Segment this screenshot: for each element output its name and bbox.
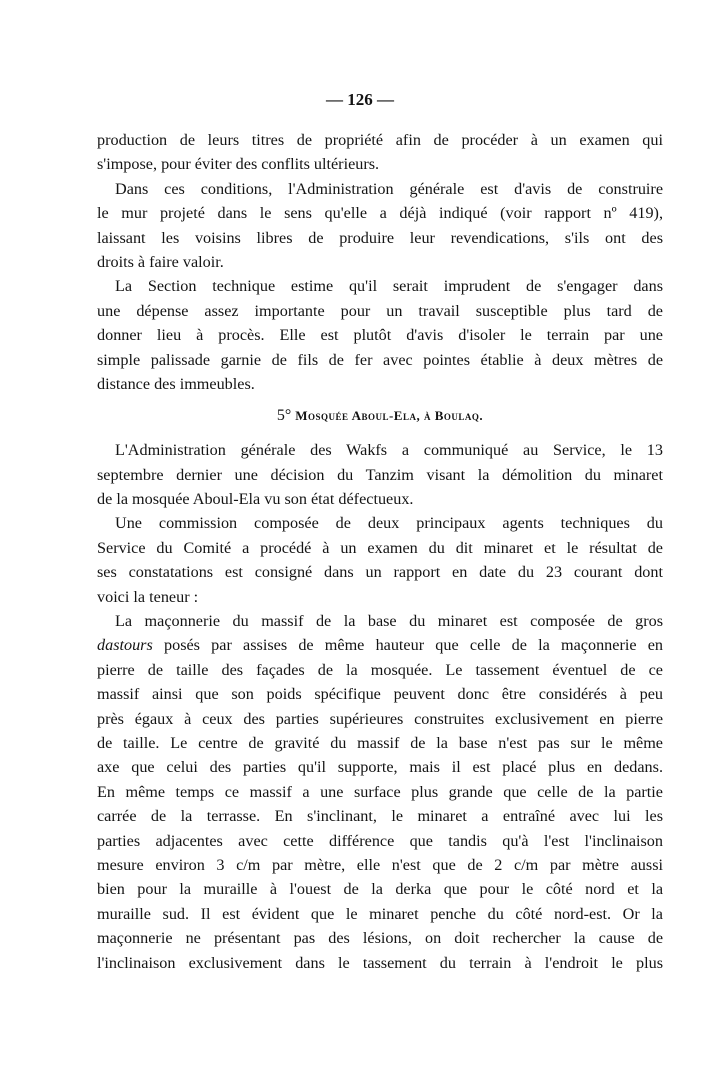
text-line: massif ainsi que son poids spécifique peuvent donc être considérés à peu: [97, 685, 663, 704]
text-line: donner lieu à procès. Elle est plutôt d'avis d'isoler le terrain par une: [97, 326, 663, 345]
text-line: pierre de taille des façades de la mosquée. Le tassement éventuel de ce: [97, 660, 663, 679]
text-line: de la mosquée Aboul-Ela vu son état défectueux.: [97, 490, 414, 509]
text-line: s'impose, pour éviter des conflits ultérieurs.: [97, 155, 380, 174]
section-number: 5°: [276, 407, 292, 425]
text-line: le mur projeté dans le sens qu'elle a déjà indiqué (voir rapport nº 419),: [97, 204, 663, 223]
text-line: muraille sud. Il est évident que le minaret penche du côté nord-est. Or la: [97, 904, 663, 923]
text-line: de taille. Le centre de gravité du massif de la base n'est pas sur le même: [97, 733, 663, 752]
text-line: En même temps ce massif a une surface plus grande que celle de la partie: [97, 782, 663, 801]
text-line: axe que celui des parties qu'il supporte, mais il est placé plus en dedans.: [97, 758, 663, 777]
section-title: Mosquée Aboul-Ela, à Boulaq.: [295, 408, 484, 424]
text-line: simple palissade garnie de fils de fer avec pointes établie à deux mètres de: [97, 350, 663, 369]
text-line: droits à faire valoir.: [97, 252, 224, 271]
text-line: carrée de la terrasse. En s'inclinant, le minaret a entraîné avec lui les: [97, 807, 663, 826]
text-line: distance des immeubles.: [97, 374, 255, 393]
text-line: production de leurs titres de propriété afin de procéder à un examen qui: [97, 131, 663, 149]
text-line: voici la teneur :: [97, 587, 199, 606]
text-line: La maçonnerie du massif de la base du minaret est composée de gros: [115, 612, 663, 631]
text-line: parties adjacentes avec cette différence que tandis qu'à l'est l'inclinaison: [97, 831, 663, 850]
text-span: posés par assises de même hauteur que celle de la maçonnerie en: [164, 636, 663, 655]
section-heading: [97, 396, 663, 428]
text-line: [97, 633, 663, 657]
text-line: près égaux à ceux des parties supérieures construites exclusivement en pierre: [97, 709, 663, 728]
text-line: L'Administration générale des Wakfs a communiqué au Service, le 13: [115, 441, 663, 460]
italic-term: dastours: [97, 636, 153, 655]
text-line: une dépense assez importante pour un travail susceptible plus tard de: [97, 301, 663, 320]
text-line: ses constatations est consigné dans un rapport en date du 23 courant dont: [97, 563, 663, 582]
body-text: [97, 128, 663, 975]
text-line: Service du Comité a procédé à un examen du dit minaret et le résultat de: [97, 538, 663, 557]
text-line: bien pour la muraille à l'ouest de la derka que pour le côté nord et la: [97, 880, 663, 899]
page-number: — 126 —: [326, 90, 394, 109]
text-line: septembre dernier une décision du Tanzim visant la démolition du minaret: [97, 465, 663, 484]
text-line: maçonnerie ne présentant pas des lésions, on doit rechercher la cause de: [97, 929, 663, 948]
text-line: laissant les voisins libres de produire leur revendications, s'ils ont des: [97, 228, 663, 247]
text-line: Dans ces conditions, l'Administration générale est d'avis de construire: [115, 179, 663, 198]
text-line: Une commission composée de deux principaux agents techniques du: [115, 514, 663, 533]
text-line: La Section technique estime qu'il serait imprudent de s'engager dans: [115, 277, 663, 296]
text-line: l'inclinaison exclusivement dans le tassement du terrain à l'endroit le plus: [97, 953, 663, 972]
text-line: mesure environ 3 c/m par mètre, elle n'est que de 2 c/m par mètre aussi: [97, 855, 663, 874]
